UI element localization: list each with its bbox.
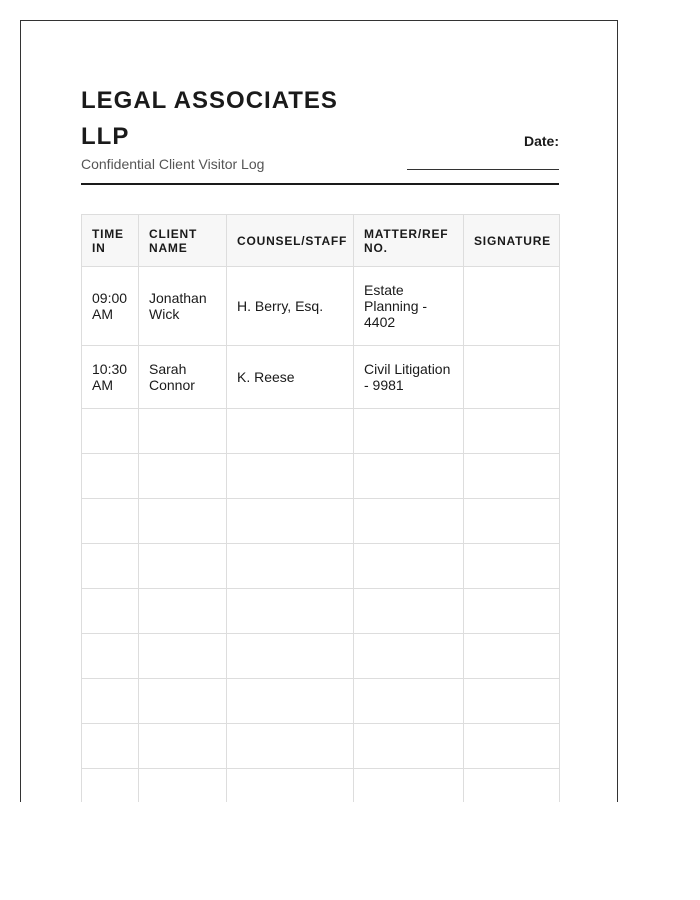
empty-cell[interactable]: [82, 499, 139, 544]
empty-cell[interactable]: [82, 409, 139, 454]
empty-cell[interactable]: [227, 589, 354, 634]
empty-cell[interactable]: [227, 499, 354, 544]
signature-cell[interactable]: [464, 267, 560, 346]
empty-cell[interactable]: [464, 499, 560, 544]
empty-cell[interactable]: [464, 544, 560, 589]
empty-cell[interactable]: [354, 724, 464, 769]
counsel-staff-cell: K. Reese: [227, 346, 354, 409]
time-in-cell: 10:30 AM: [82, 346, 139, 409]
empty-cell[interactable]: [354, 679, 464, 724]
empty-cell[interactable]: [139, 454, 227, 499]
empty-cell[interactable]: [227, 409, 354, 454]
empty-cell[interactable]: [139, 634, 227, 679]
empty-cell[interactable]: [139, 409, 227, 454]
log-header: [81, 83, 559, 185]
empty-cell[interactable]: [139, 724, 227, 769]
empty-cell[interactable]: [227, 724, 354, 769]
empty-cell[interactable]: [82, 634, 139, 679]
empty-cell[interactable]: [464, 769, 560, 803]
empty-cell[interactable]: [82, 679, 139, 724]
empty-table-row: [82, 634, 560, 679]
matter-ref-cell: Estate Planning - 4402: [354, 267, 464, 346]
empty-table-row: [82, 679, 560, 724]
empty-cell[interactable]: [354, 544, 464, 589]
column-header-signature: SIGNATURE: [464, 215, 560, 267]
empty-table-row: [82, 499, 560, 544]
empty-cell[interactable]: [354, 769, 464, 803]
column-header-time-in: TIME IN: [82, 215, 139, 267]
empty-cell[interactable]: [139, 589, 227, 634]
empty-cell[interactable]: [464, 409, 560, 454]
empty-cell[interactable]: [354, 589, 464, 634]
empty-cell[interactable]: [464, 724, 560, 769]
empty-table-row: [82, 544, 560, 589]
empty-cell[interactable]: [464, 589, 560, 634]
client-name-cell: Jonathan Wick: [139, 267, 227, 346]
date-label: Date:: [523, 133, 559, 149]
column-header-client-name: CLIENT NAME: [139, 215, 227, 267]
empty-table-row: [82, 409, 560, 454]
empty-cell[interactable]: [354, 634, 464, 679]
column-header-matter-ref: MATTER/REF NO.: [354, 215, 464, 267]
empty-cell[interactable]: [464, 679, 560, 724]
table-row: [82, 346, 560, 409]
table-header-row: [82, 215, 560, 267]
date-entry-line[interactable]: [407, 169, 559, 170]
matter-ref-cell: Civil Litigation - 9981: [354, 346, 464, 409]
empty-cell[interactable]: [227, 769, 354, 803]
signature-cell[interactable]: [464, 346, 560, 409]
empty-cell[interactable]: [82, 544, 139, 589]
counsel-staff-cell: H. Berry, Esq.: [227, 267, 354, 346]
time-in-cell: 09:00 AM: [82, 267, 139, 346]
empty-cell[interactable]: [227, 544, 354, 589]
empty-cell[interactable]: [82, 724, 139, 769]
empty-cell[interactable]: [354, 454, 464, 499]
log-subtitle: Confidential Client Visitor Log: [81, 156, 265, 172]
empty-cell[interactable]: [464, 454, 560, 499]
empty-cell[interactable]: [82, 769, 139, 803]
empty-cell[interactable]: [227, 634, 354, 679]
firm-name: LEGAL ASSOCIATES LLP: [81, 87, 338, 150]
empty-cell[interactable]: [227, 679, 354, 724]
empty-cell[interactable]: [139, 499, 227, 544]
empty-table-row: [82, 724, 560, 769]
empty-cell[interactable]: [227, 454, 354, 499]
empty-table-row: [82, 769, 560, 803]
empty-cell[interactable]: [139, 544, 227, 589]
empty-cell[interactable]: [82, 589, 139, 634]
empty-cell[interactable]: [82, 454, 139, 499]
table-row: [82, 267, 560, 346]
empty-table-row: [82, 454, 560, 499]
empty-cell[interactable]: [139, 769, 227, 803]
empty-cell[interactable]: [354, 409, 464, 454]
visitor-log-table: [81, 214, 560, 802]
column-header-counsel-staff: COUNSEL/STAFF: [227, 215, 354, 267]
empty-cell[interactable]: [139, 679, 227, 724]
empty-cell[interactable]: [354, 499, 464, 544]
visitor-log-sheet: [20, 20, 618, 802]
empty-cell[interactable]: [464, 634, 560, 679]
client-name-cell: Sarah Connor: [139, 346, 227, 409]
empty-table-row: [82, 589, 560, 634]
